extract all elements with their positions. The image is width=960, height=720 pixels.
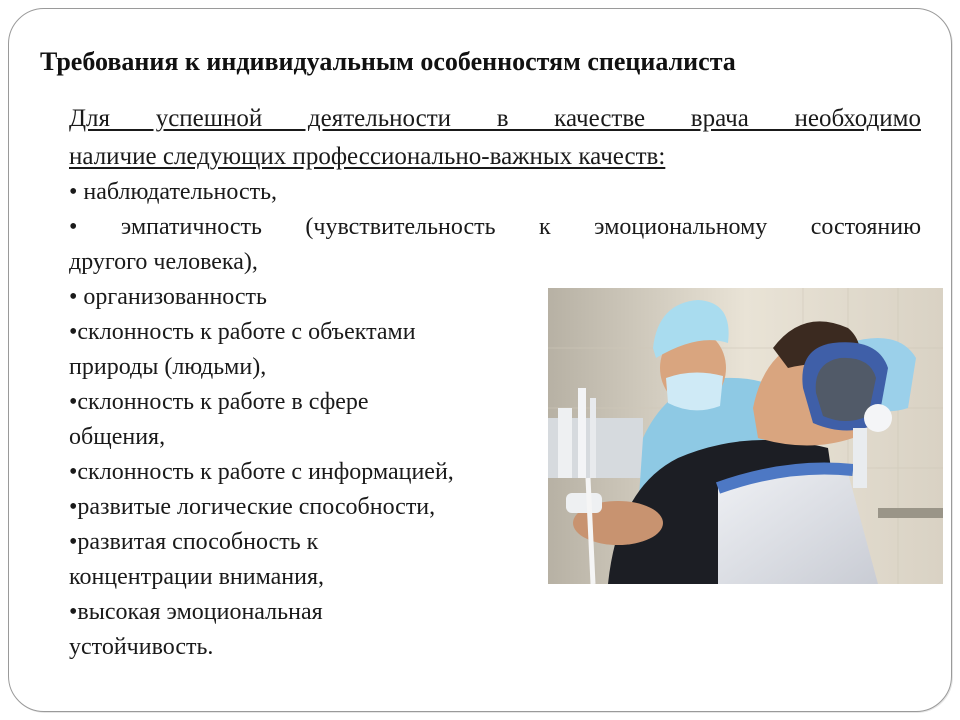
instrument — [558, 408, 572, 478]
intro-line-2: наличие следующих профессионально-важных качеств: — [69, 143, 666, 170]
list-item — [69, 280, 559, 665]
headrest-arm — [853, 428, 867, 488]
item-organization: • организованность — [69, 284, 267, 310]
list-item — [69, 175, 921, 210]
item-stability-line-1: •высокая эмоциональная — [69, 599, 323, 625]
instrument — [578, 388, 586, 478]
item-logic: •развитые логические способности, — [69, 494, 436, 520]
instrument-tip — [566, 493, 602, 513]
list-item — [69, 210, 921, 280]
item-nature-line-2: природы (людьми), — [69, 354, 267, 380]
item-stability-line-2: устойчивость. — [69, 634, 214, 660]
item-concentration-line-1: •развитая способность к — [69, 529, 319, 555]
dentist-mask — [666, 372, 723, 410]
item-observation: • наблюдательность, — [69, 179, 278, 205]
intro-line-1: Для успешной деятельности в качестве врача необходимо — [69, 105, 921, 132]
item-concentration-line-2: концентрации внимания, — [69, 564, 325, 590]
shelf — [878, 508, 943, 518]
intro-text — [69, 100, 921, 176]
item-empathy-line-2: другого человека), — [69, 249, 258, 275]
slide-title: Требования к индивидуальным особенностям специалиста — [40, 47, 736, 76]
item-communication-line-1: •склонность к работе в сфере — [69, 389, 369, 415]
item-communication-line-2: общения, — [69, 424, 166, 450]
headrest-knob — [864, 404, 892, 432]
item-empathy-line-1: • эмпатичность (чувствительность к эмоциональному состоянию — [69, 214, 921, 240]
item-information: •склонность к работе с информацией, — [69, 459, 454, 485]
instrument — [590, 398, 596, 478]
dentist-with-patient-photo — [548, 288, 943, 584]
item-nature-line-1: •склонность к работе с объектами — [69, 319, 416, 345]
